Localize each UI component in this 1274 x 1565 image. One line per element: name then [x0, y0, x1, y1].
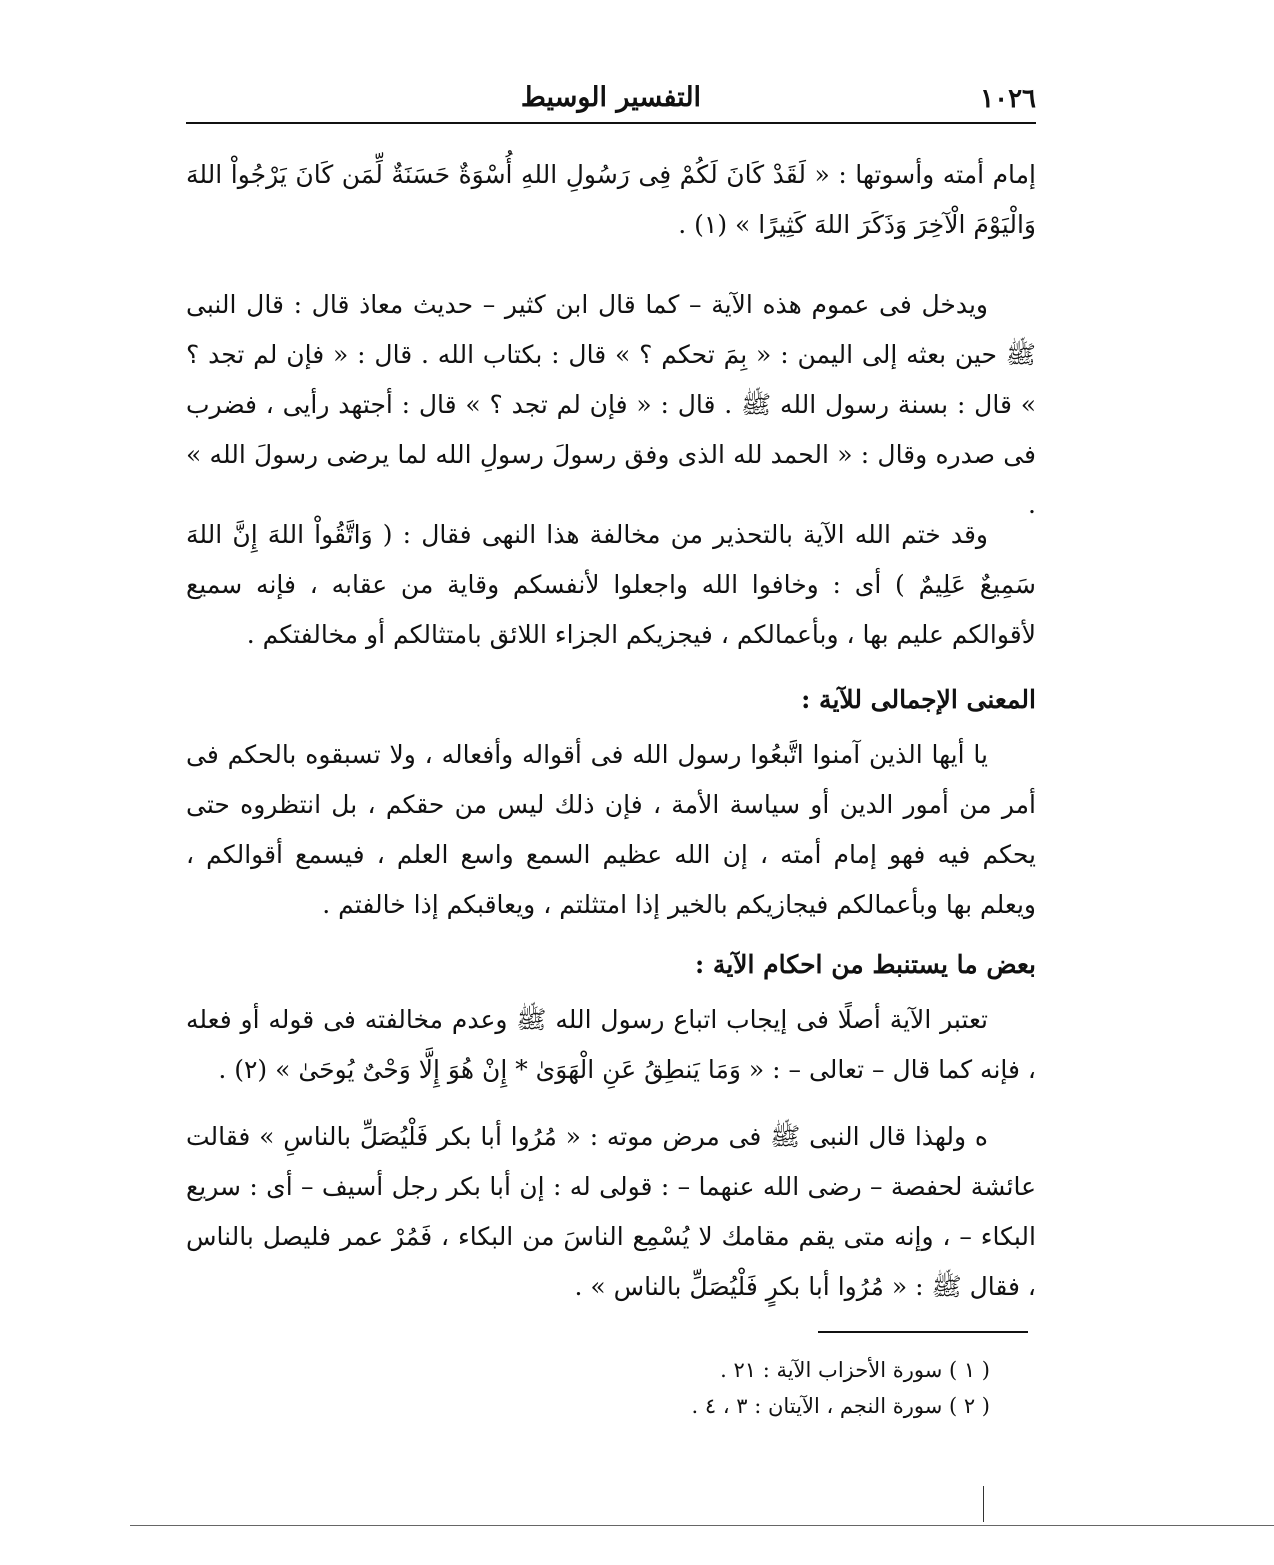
paragraph-6: ه ولهذا قال النبى ﷺ فى مرض موته : « مُرُوا أبا بكر فَلْيُصَلِّ بالناسِ » فقالت عائشة لحفصة – رضى الله عنهما – : قولى له : إن أبا بكر رجل أسيف – أى : سريع البكاء – ، وإنه متى يقم مقامك لا يُسْمِع الناسَ من البكاء ، فَمُرْ عمر فليصل بالناس ، فقال ﷺ : « مُرُوا أبا بكرٍ فَلْيُصَلِّ بالناس » . — [186, 1122, 1036, 1301]
footnote-1: ( ١ ) سورة الأحزاب الآية : ٢١ . — [720, 1358, 990, 1382]
paragraph-1: إمام أمته وأسوتها : « لَقَدْ كَانَ لَكُمْ فِى رَسُولِ اللهِ أُسْوَةٌ حَسَنَةٌ لِّمَن كَانَ يَرْجُواْ اللهَ وَالْيَوْمَ الْآخِرَ وَذَكَرَ اللهَ كَثِيرًا » (١) . — [186, 160, 1036, 239]
paragraph-5: تعتبر الآية أصلًا فى إيجاب اتباع رسول الله ﷺ وعدم مخالفته فى قوله أو فعله ، فإنه كما قال – تعالى – : « وَمَا يَنطِقُ عَنِ الْهَوَىٰ * إِنْ هُوَ إِلَّا وَحْىٌ يُوحَىٰ » (٢) . — [186, 1005, 1036, 1084]
section-heading-meaning: المعنى الإجمالى للآية : — [801, 685, 1036, 714]
scan-bottom-line — [130, 1525, 1274, 1526]
footnotes — [600, 1352, 990, 1424]
footnote-divider — [818, 1331, 1028, 1333]
section-heading-rulings: بعض ما يستنبط من احكام الآية : — [694, 950, 1036, 979]
scan-edge-mark — [983, 1486, 984, 1522]
paragraph-4: يا أيها الذين آمنوا اتَّبعُوا رسول الله فى أقواله وأفعاله ، ولا تسبقوه بالحكم فى أمر من أمور الدين أو سياسة الأمة ، فإن ذلك ليس من حقكم ، بل انتظروه حتى يحكم فيه فهو إمام أمته ، إن الله عظيم السمع واسع العلم ، فيسمع أقوالكم ، ويعلم بها وبأعمالكم فيجازيكم بالخير إذا امتثلتم ، ويعاقبكم إذا خالفتم . — [186, 740, 1036, 919]
page-header — [186, 80, 1036, 124]
footnote-2: ( ٢ ) سورة النجم ، الآيتان : ٣ ، ٤ . — [691, 1394, 990, 1418]
paragraph-3: وقد ختم الله الآية بالتحذير من مخالفة هذا النهى فقال : ( وَاتَّقُواْ اللهَ إِنَّ اللهَ سَمِيعٌ عَلِيمٌ ) أى : وخافوا الله واجعلوا لأنفسكم وقاية من عقابه ، فإنه سميع لأقوالكم عليم بها ، وبأعمالكم ، فيجزيكم الجزاء اللائق بامتثالكم أو مخالفتكم . — [186, 520, 1036, 649]
page-number: ١٠٢٦ — [980, 84, 1036, 114]
running-title: التفسير الوسيط — [520, 82, 702, 113]
paragraph-2: ويدخل فى عموم هذه الآية – كما قال ابن كثير – حديث معاذ قال : قال النبى ﷺ حين بعثه إلى اليمن : « بِمَ تحكم ؟ » قال : بكتاب الله . قال : « فإن لم تجد ؟ » قال : بسنة رسول الله ﷺ . قال : « فإن لم تجد ؟ » قال : أجتهد رأيى ، فضرب فى صدره وقال : « الحمد لله الذى وفق رسولَ رسولِ الله لما يرضى رسولَ الله » . — [186, 290, 1036, 519]
